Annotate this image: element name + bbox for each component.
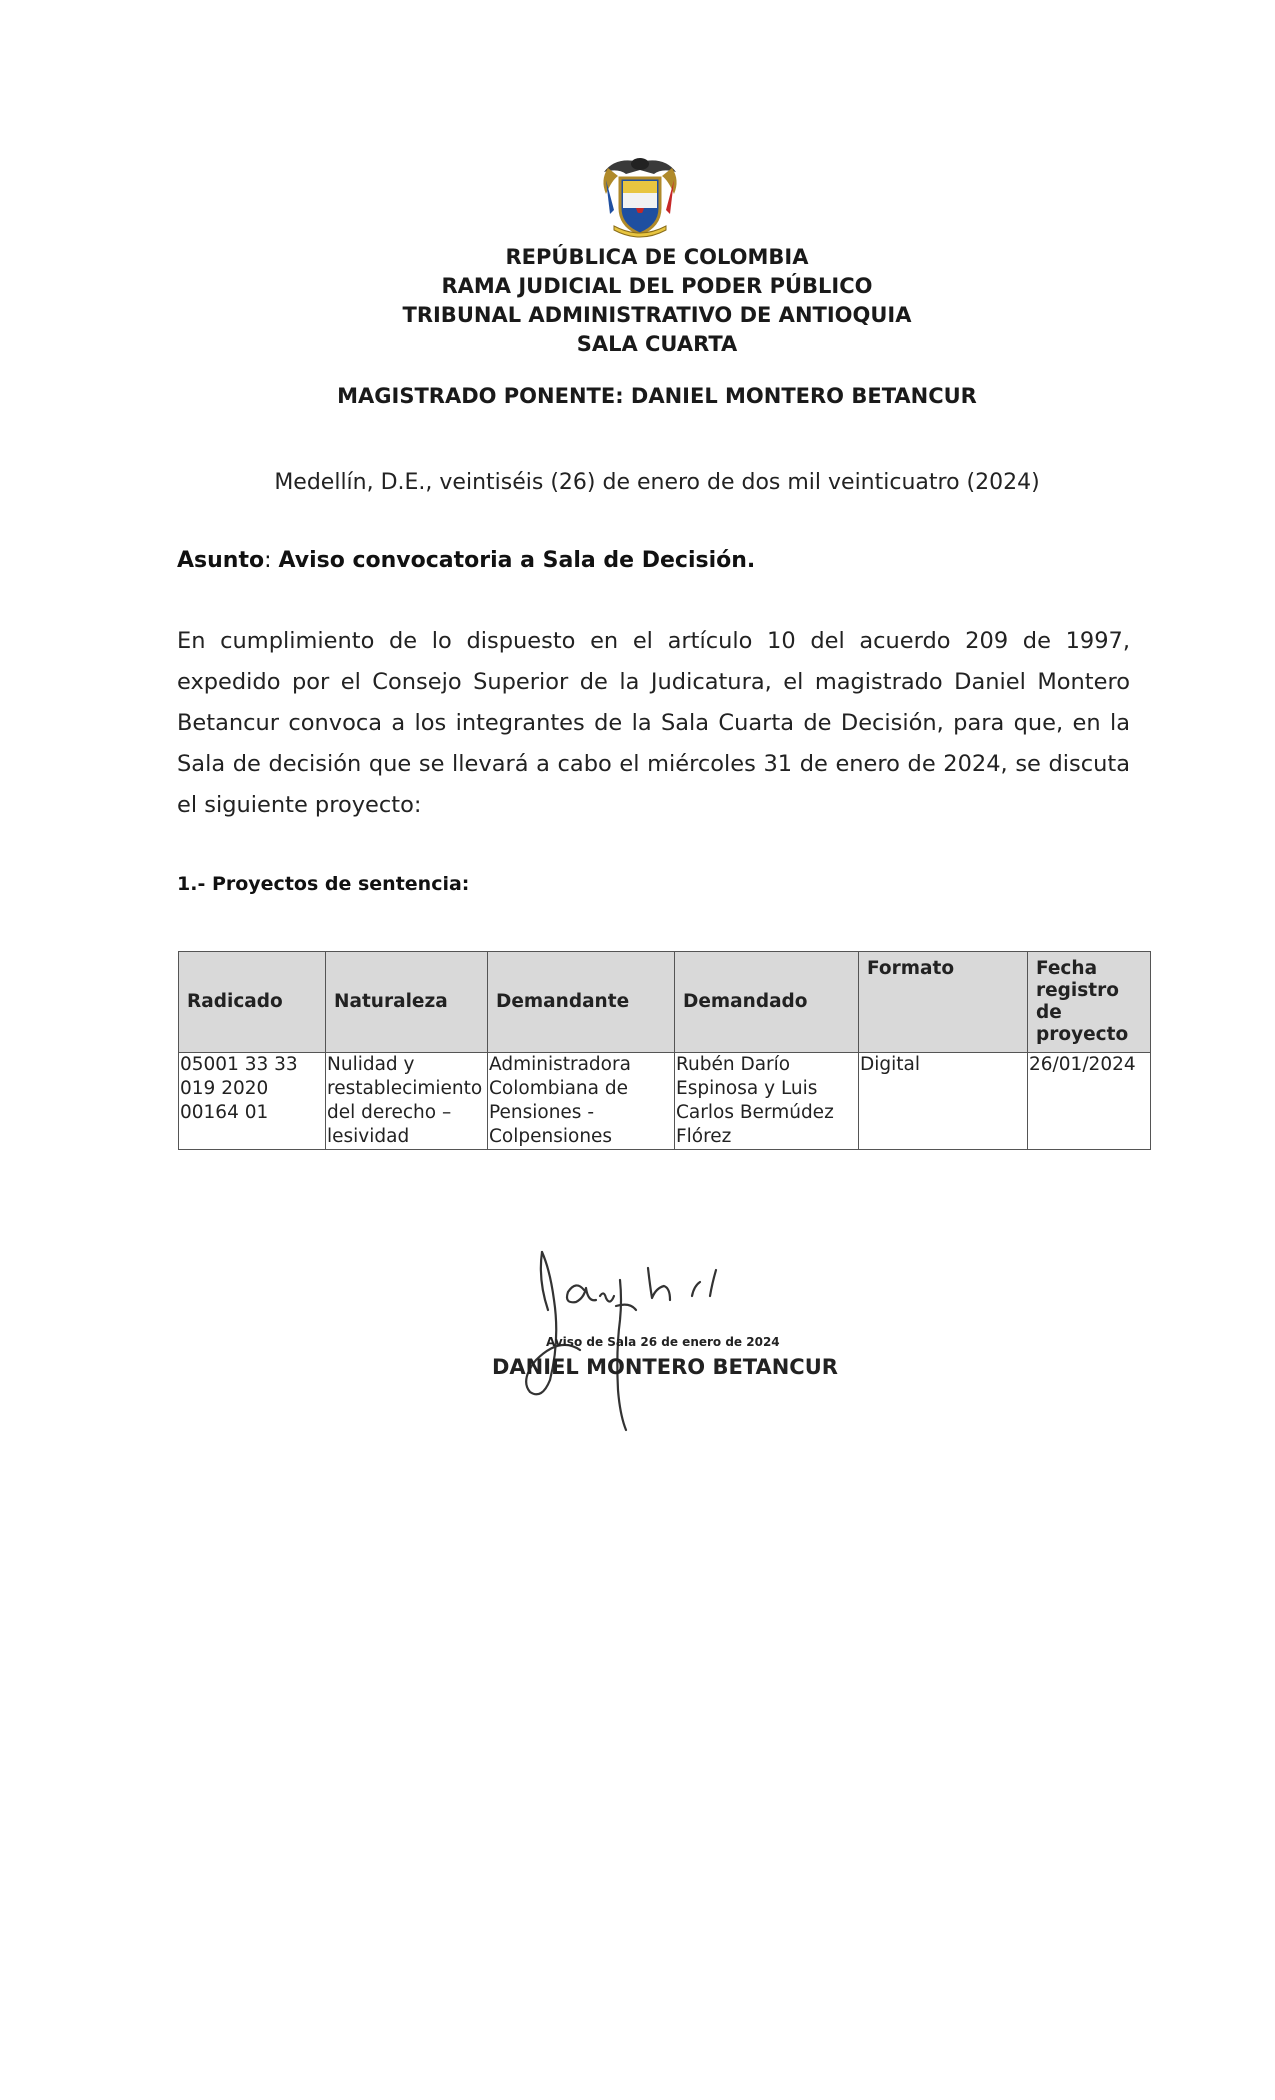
signature-name: DANIEL MONTERO BETANCUR	[492, 1355, 838, 1379]
header-line-tribunal: TRIBUNAL ADMINISTRATIVO DE ANTIOQUIA	[402, 303, 912, 327]
cell-naturaleza: Nulidad y restablecimiento del derecho – lesividad	[326, 1053, 488, 1150]
signature-caption: Aviso de Sala 26 de enero de 2024	[546, 1335, 780, 1349]
cell-demandado: Rubén Darío Espinosa y Luis Carlos Bermúdez Flórez	[675, 1053, 859, 1150]
institution-header	[177, 243, 1137, 359]
header-demandante: Demandante	[488, 952, 675, 1053]
cell-demandante: Administradora Colombiana de Pensiones - Colpensiones	[488, 1053, 675, 1150]
body-paragraph: En cumplimiento de lo dispuesto en el artículo 10 del acuerdo 209 de 1997, expedido por el Consejo Superior de la Judicatura, el magistrado Daniel Montero Betancur convoca a los integrantes de la Sala Cuarta de Decisión, para que, en la Sala de decisión que se llevará a cabo el miércoles 31 de enero de 2024, se discuta el siguiente proyecto:	[177, 628, 1130, 818]
asunto-separator: :	[264, 548, 279, 573]
header-fecha-registro: Fecha registro de proyecto	[1028, 952, 1151, 1053]
asunto-text: Aviso convocatoria a Sala de Decisión.	[278, 548, 756, 573]
header-line-rama: RAMA JUDICIAL DEL PODER PÚBLICO	[441, 274, 873, 298]
cell-radicado: 05001 33 33 019 2020 00164 01	[179, 1053, 326, 1150]
colombia-coat-of-arms-icon	[596, 150, 684, 242]
magistrado-ponente: MAGISTRADO PONENTE: DANIEL MONTERO BETANCUR	[337, 384, 977, 408]
section-title: 1.- Proyectos de sentencia:	[177, 873, 470, 895]
projects-table	[178, 951, 1151, 1150]
cell-fecha: 26/01/2024	[1028, 1053, 1151, 1150]
header-line-sala: SALA CUARTA	[576, 332, 738, 356]
asunto-line	[177, 548, 755, 573]
header-radicado: Radicado	[179, 952, 326, 1053]
header-line-republica: REPÚBLICA DE COLOMBIA	[505, 245, 809, 269]
date-line: Medellín, D.E., veintiséis (26) de enero de dos mil veinticuatro (2024)	[274, 470, 1040, 495]
header-naturaleza: Naturaleza	[326, 952, 488, 1053]
header-demandado: Demandado	[675, 952, 859, 1053]
header-formato: Formato	[859, 952, 1028, 1053]
cell-formato: Digital	[859, 1053, 1028, 1150]
asunto-label: Asunto	[177, 548, 265, 573]
table-header-row	[179, 952, 1151, 1053]
table-row	[179, 1053, 1151, 1150]
